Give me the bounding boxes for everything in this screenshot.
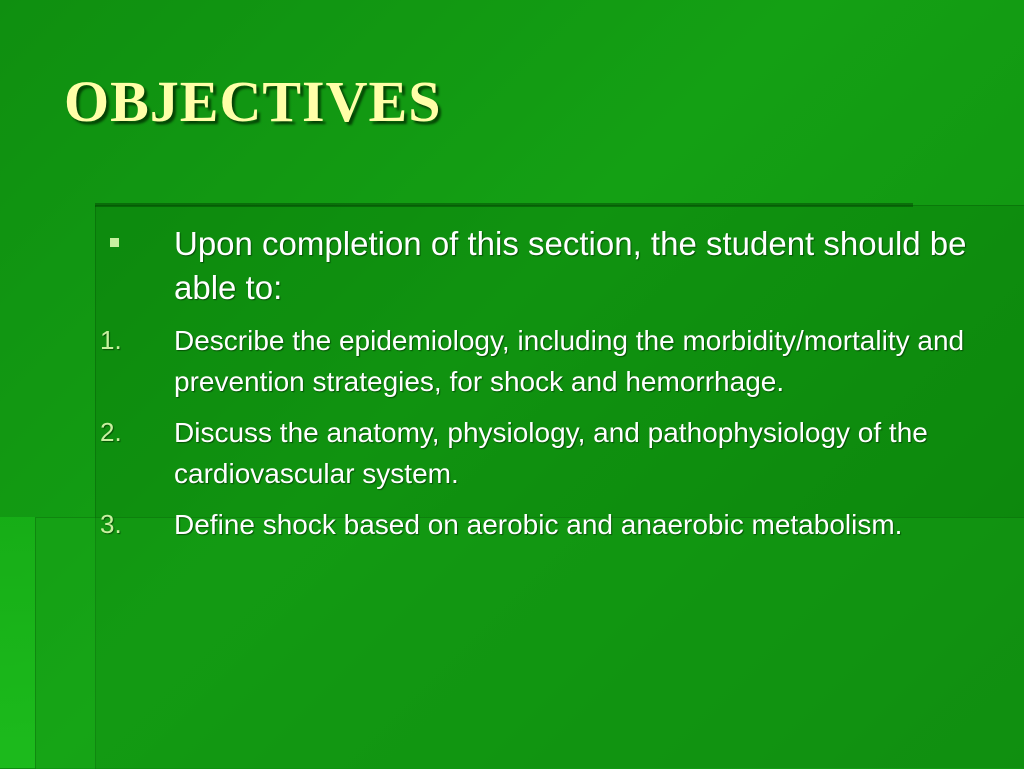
slide-title: OBJECTIVES	[64, 69, 442, 134]
item-number: 2.	[100, 417, 122, 447]
content-panel-edge	[95, 203, 913, 207]
left-accent-strip	[0, 517, 35, 768]
item-number: 1.	[100, 325, 122, 355]
objectives-list	[100, 222, 980, 555]
list-item	[100, 504, 980, 545]
item-number: 3.	[100, 509, 122, 539]
item-text: Define shock based on aerobic and anaerobic metabolism.	[174, 509, 903, 540]
list-item	[100, 412, 980, 494]
item-text: Discuss the anatomy, physiology, and pathophysiology of the cardiovascular system.	[174, 417, 928, 489]
intro-text: Upon completion of this section, the student should be able to:	[174, 225, 967, 306]
list-item	[100, 320, 980, 402]
intro-bullet	[100, 222, 980, 310]
item-text: Describe the epidemiology, including the morbidity/mortality and prevention strategies, for shock and hemorrhage.	[174, 325, 965, 397]
square-bullet-icon	[100, 222, 174, 266]
